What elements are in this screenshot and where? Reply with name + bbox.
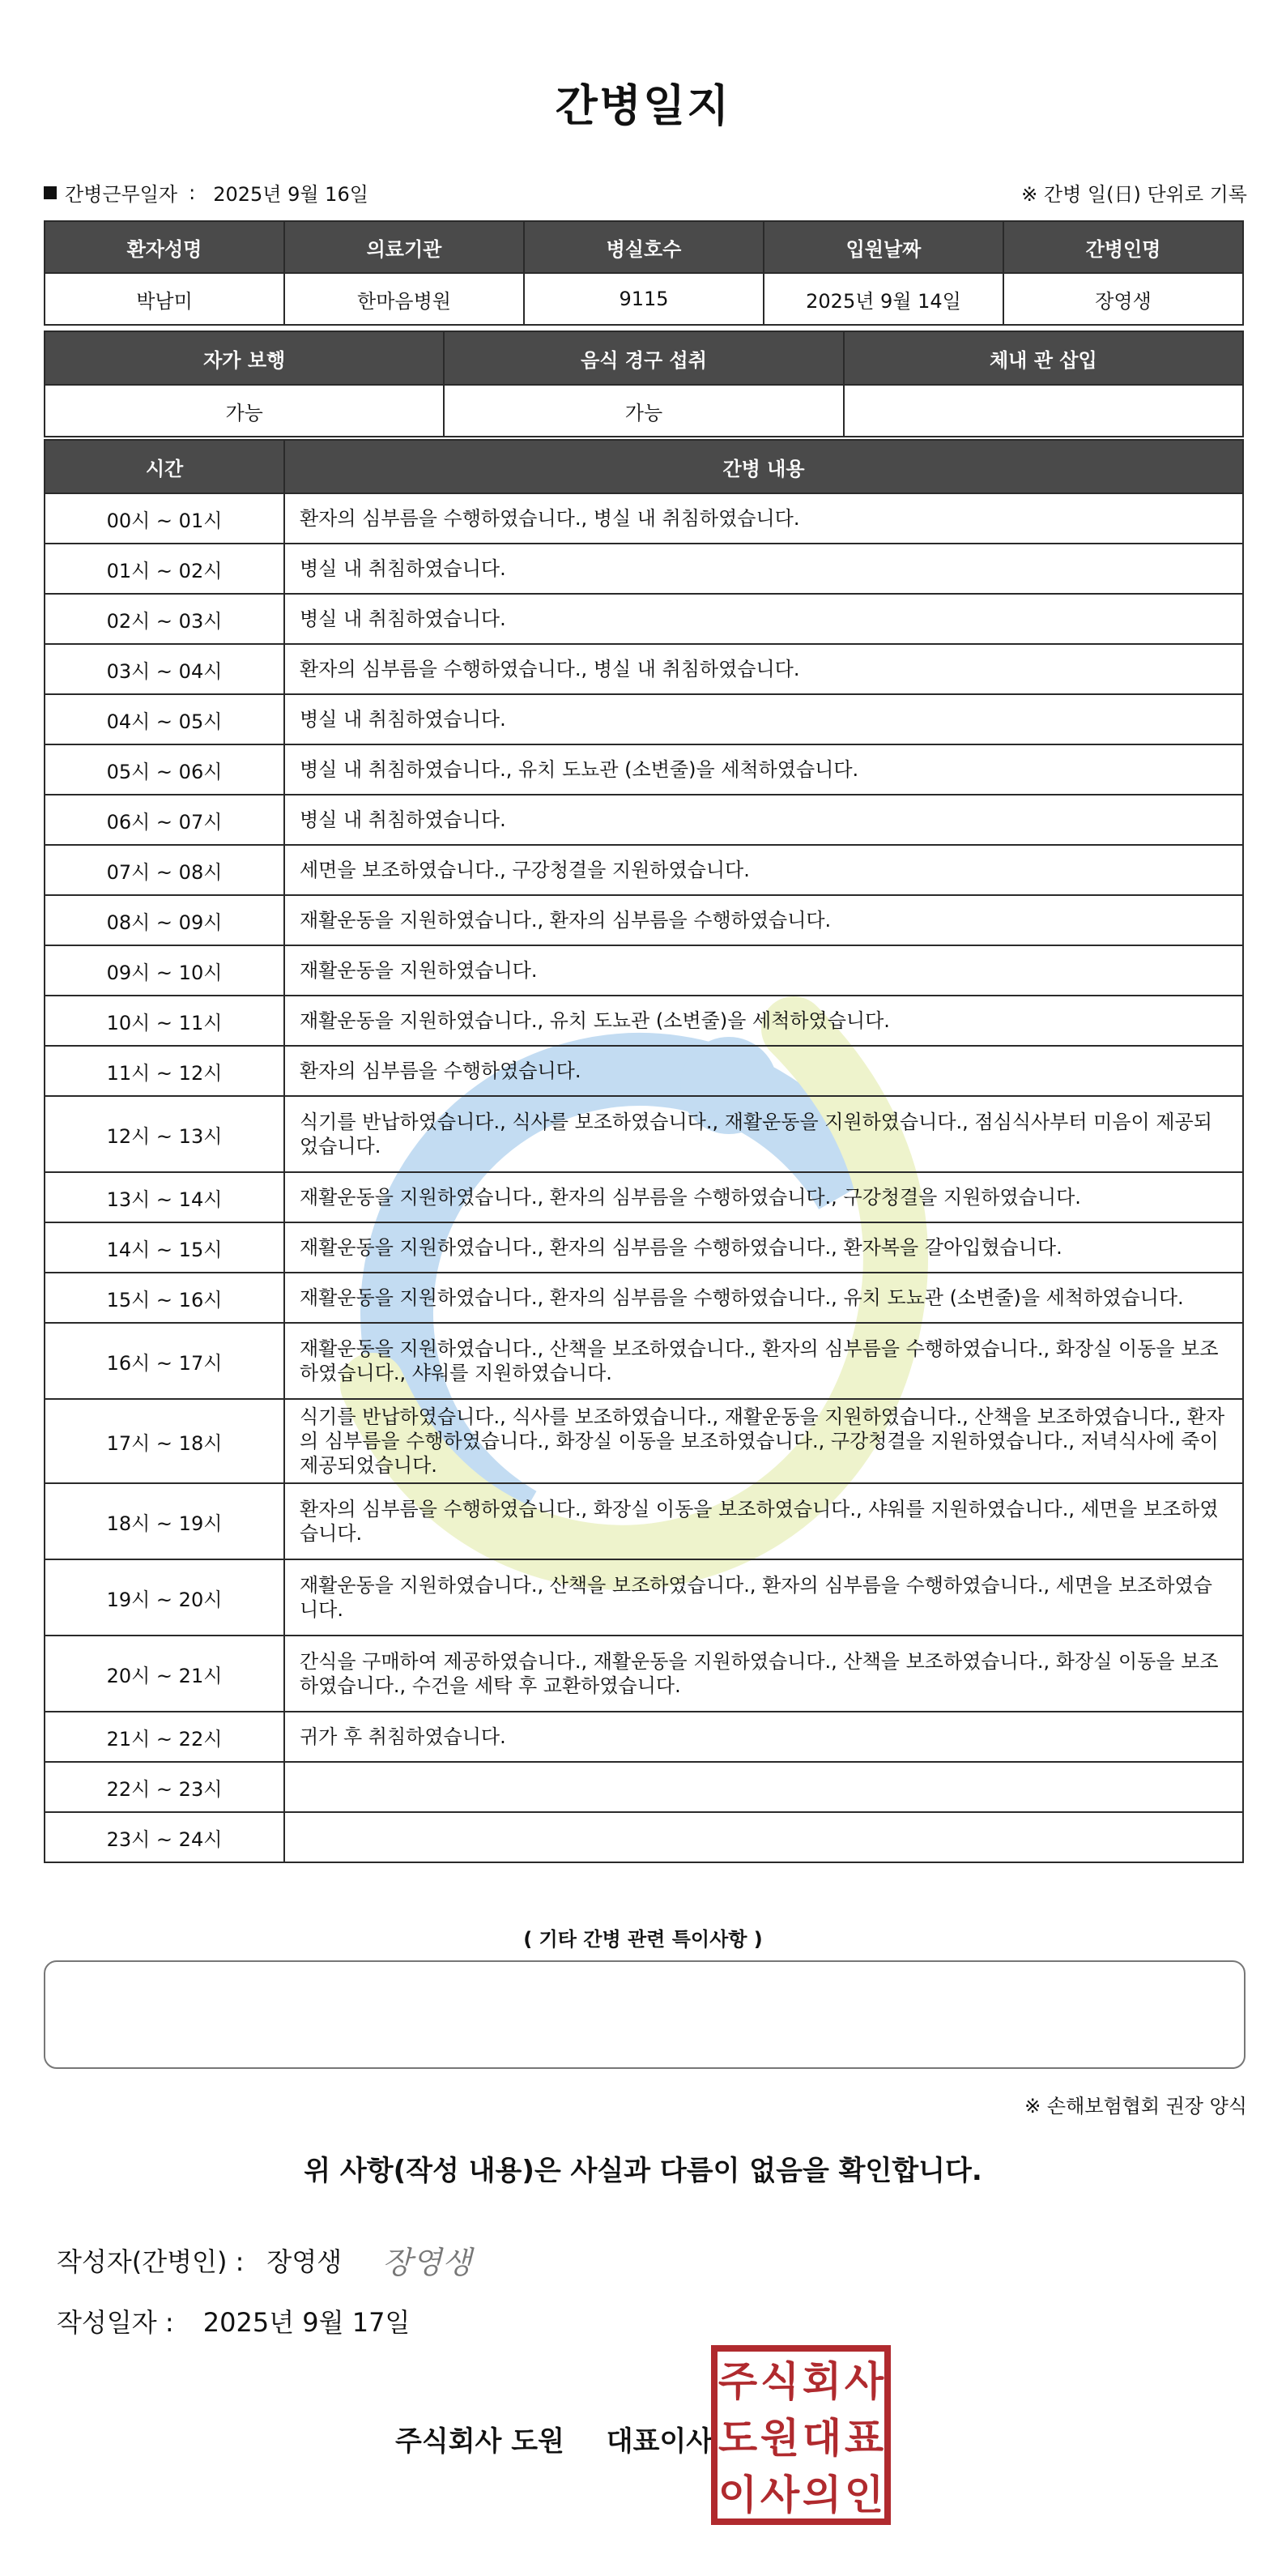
header-oral-intake: 음식 경구 섭취 <box>444 331 843 385</box>
log-content: 병실 내 취침하였습니다. <box>284 694 1243 744</box>
log-time: 19시 ~ 20시 <box>45 1559 284 1636</box>
log-time: 05시 ~ 06시 <box>45 744 284 795</box>
log-time: 21시 ~ 22시 <box>45 1712 284 1762</box>
work-date-separator: : <box>189 181 196 204</box>
header-caregiver-name: 간병인명 <box>1003 221 1243 273</box>
log-time: 07시 ~ 08시 <box>45 845 284 895</box>
room-number: 9115 <box>524 273 764 325</box>
svg-text:사: 사 <box>760 2472 800 2518</box>
work-date <box>44 178 368 207</box>
log-row <box>45 694 1243 744</box>
log-time: 08시 ~ 09시 <box>45 895 284 945</box>
log-row <box>45 845 1243 895</box>
svg-text:대: 대 <box>802 2415 842 2462</box>
log-row <box>45 1096 1243 1172</box>
log-content: 식기를 반납하였습니다., 식사를 보조하였습니다., 재활운동을 지원하였습니다., 점심식사부터 미음이 제공되었습니다. <box>284 1096 1243 1172</box>
condition-header-row <box>45 331 1243 385</box>
condition-value-row <box>45 385 1243 437</box>
log-content: 세면을 보조하였습니다., 구강청결을 지원하였습니다. <box>284 845 1243 895</box>
log-row <box>45 1273 1243 1323</box>
log-row <box>45 1712 1243 1762</box>
log-time: 18시 ~ 19시 <box>45 1483 284 1559</box>
log-time: 15시 ~ 16시 <box>45 1273 284 1323</box>
company-role: 대표이사 <box>606 2425 713 2458</box>
log-content: 재활운동을 지원하였습니다., 유치 도뇨관 (소변줄)을 세척하였습니다. <box>284 996 1243 1046</box>
record-unit-note: ※ 간병 일(日) 단위로 기록 <box>1021 183 1247 206</box>
log-content: 재활운동을 지원하였습니다., 환자의 심부름을 수행하였습니다., 구강청결을 지원하였습니다. <box>284 1172 1243 1222</box>
log-content: 간식을 구매하여 제공하였습니다., 재활운동을 지원하였습니다., 산책을 보조하였습니다., 화장실 이동을 보조하였습니다., 수건을 세탁 후 교환하였습니다. <box>284 1636 1243 1712</box>
log-content: 환자의 심부름을 수행하였습니다., 병실 내 취침하였습니다. <box>284 644 1243 694</box>
log-content: 재활운동을 지원하였습니다. <box>284 945 1243 996</box>
svg-text:표: 표 <box>844 2415 884 2462</box>
self-walking: 가능 <box>45 385 444 437</box>
header-care-content: 간병 내용 <box>284 440 1243 493</box>
log-row <box>45 1812 1243 1862</box>
author-name: 장영생 <box>266 2245 343 2277</box>
svg-text:사: 사 <box>844 2358 884 2405</box>
header-hospital: 의료기관 <box>284 221 524 273</box>
info-header-row <box>45 221 1243 273</box>
log-time: 13시 ~ 14시 <box>45 1172 284 1222</box>
log-row <box>45 1762 1243 1812</box>
svg-text:회: 회 <box>802 2358 842 2405</box>
log-row <box>45 996 1243 1046</box>
info-value-row <box>45 273 1243 325</box>
log-row <box>45 1399 1243 1483</box>
company-seal-icon <box>711 2345 891 2525</box>
log-header-row <box>45 440 1243 493</box>
log-row <box>45 544 1243 594</box>
header-self-walking: 자가 보행 <box>45 331 444 385</box>
tube-insertion <box>844 385 1243 437</box>
log-time: 20시 ~ 21시 <box>45 1636 284 1712</box>
insurer-form-note: ※ 손해보험협회 권장 양식 <box>1024 2095 1247 2118</box>
log-content: 환자의 심부름을 수행하였습니다. <box>284 1046 1243 1096</box>
log-row <box>45 1559 1243 1636</box>
log-row <box>45 744 1243 795</box>
author-line <box>57 2237 471 2282</box>
written-date-value: 2025년 9월 17일 <box>202 2307 411 2338</box>
page-title: 간병일지 <box>555 80 731 131</box>
oral-intake: 가능 <box>444 385 843 437</box>
work-date-label: 간병근무일자 <box>65 183 178 206</box>
svg-text:원: 원 <box>760 2415 800 2462</box>
log-row <box>45 895 1243 945</box>
log-row <box>45 1636 1243 1712</box>
log-time: 17시 ~ 18시 <box>45 1399 284 1483</box>
confirmation-statement: 위 사항(작성 내용)은 사실과 다름이 없음을 확인합니다. <box>304 2155 982 2187</box>
log-row <box>45 1323 1243 1399</box>
log-content: 병실 내 취침하였습니다., 유치 도뇨관 (소변줄)을 세척하였습니다. <box>284 744 1243 795</box>
log-row <box>45 1172 1243 1222</box>
log-content: 재활운동을 지원하였습니다., 환자의 심부름을 수행하였습니다., 유치 도뇨관 (소변줄)을 세척하였습니다. <box>284 1273 1243 1323</box>
header-room-number: 병실호수 <box>524 221 764 273</box>
log-row <box>45 945 1243 996</box>
log-time: 10시 ~ 11시 <box>45 996 284 1046</box>
bullet-square-icon <box>44 186 57 199</box>
log-time: 12시 ~ 13시 <box>45 1096 284 1172</box>
svg-text:의: 의 <box>802 2472 842 2518</box>
company-name: 주식회사 도원 <box>395 2425 564 2458</box>
log-content: 식기를 반납하였습니다., 식사를 보조하였습니다., 재활운동을 지원하였습니다., 산책을 보조하였습니다., 환자의 심부름을 수행하였습니다., 화장실 이동을 보조하였습니다., 구강청결을 지원하였습니다., 저녁식사에 죽이 제공되었습니다. <box>284 1399 1243 1483</box>
log-time: 14시 ~ 15시 <box>45 1222 284 1273</box>
work-date-value: 2025년 9월 16일 <box>213 183 368 206</box>
log-row <box>45 594 1243 644</box>
log-body <box>45 493 1243 1862</box>
author-label: 작성자(간병인) : <box>57 2245 245 2277</box>
svg-text:식: 식 <box>760 2358 800 2405</box>
log-content: 재활운동을 지원하였습니다., 환자의 심부름을 수행하였습니다. <box>284 895 1243 945</box>
log-content: 재활운동을 지원하였습니다., 산책을 보조하였습니다., 환자의 심부름을 수행하였습니다., 화장실 이동을 보조하였습니다., 샤워를 지원하였습니다. <box>284 1323 1243 1399</box>
caregiver-name: 장영생 <box>1003 273 1243 325</box>
header-tube-insertion: 체내 관 삽입 <box>844 331 1243 385</box>
written-date-label: 작성일자 : <box>57 2307 174 2338</box>
log-row <box>45 493 1243 544</box>
svg-text:이: 이 <box>718 2472 758 2518</box>
log-row <box>45 795 1243 845</box>
svg-text:도: 도 <box>718 2415 758 2462</box>
log-content <box>284 1762 1243 1812</box>
log-content <box>284 1812 1243 1862</box>
log-row <box>45 1222 1243 1273</box>
special-notes-box <box>44 1960 1246 2069</box>
notes-label: ( 기타 간병 관련 특이사항 ) <box>523 1928 763 1951</box>
company-line <box>395 2419 713 2459</box>
log-time: 16시 ~ 17시 <box>45 1323 284 1399</box>
log-row <box>45 1483 1243 1559</box>
log-time: 11시 ~ 12시 <box>45 1046 284 1096</box>
log-time: 00시 ~ 01시 <box>45 493 284 544</box>
log-time: 04시 ~ 05시 <box>45 694 284 744</box>
log-time: 22시 ~ 23시 <box>45 1762 284 1812</box>
log-time: 03시 ~ 04시 <box>45 644 284 694</box>
written-date-line <box>57 2302 410 2339</box>
patient-name: 박남미 <box>45 273 284 325</box>
hospital: 한마음병원 <box>284 273 524 325</box>
log-content: 재활운동을 지원하였습니다., 산책을 보조하였습니다., 환자의 심부름을 수행하였습니다., 세면을 보조하였습니다. <box>284 1559 1243 1636</box>
log-time: 23시 ~ 24시 <box>45 1812 284 1862</box>
log-row <box>45 644 1243 694</box>
header-time: 시간 <box>45 440 284 493</box>
log-time: 06시 ~ 07시 <box>45 795 284 845</box>
svg-text:주: 주 <box>718 2358 758 2405</box>
log-content: 병실 내 취침하였습니다. <box>284 795 1243 845</box>
log-content: 병실 내 취침하였습니다. <box>284 544 1243 594</box>
log-content: 환자의 심부름을 수행하였습니다., 화장실 이동을 보조하였습니다., 샤워를 지원하였습니다., 세면을 보조하였습니다. <box>284 1483 1243 1559</box>
patient-info-table <box>44 220 1244 326</box>
log-time: 09시 ~ 10시 <box>45 945 284 996</box>
admission-date: 2025년 9월 14일 <box>764 273 1003 325</box>
patient-condition-table <box>44 331 1244 437</box>
log-content: 병실 내 취침하였습니다. <box>284 594 1243 644</box>
log-time: 02시 ~ 03시 <box>45 594 284 644</box>
log-content: 귀가 후 취침하였습니다. <box>284 1712 1243 1762</box>
log-content: 재활운동을 지원하였습니다., 환자의 심부름을 수행하였습니다., 환자복을 갈아입혔습니다. <box>284 1222 1243 1273</box>
svg-text:인: 인 <box>844 2472 884 2518</box>
log-content: 환자의 심부름을 수행하였습니다., 병실 내 취침하였습니다. <box>284 493 1243 544</box>
log-time: 01시 ~ 02시 <box>45 544 284 594</box>
header-patient-name: 환자성명 <box>45 221 284 273</box>
hourly-care-log-table <box>44 439 1244 1863</box>
log-row <box>45 1046 1243 1096</box>
author-signature: 장영생 <box>382 2245 472 2280</box>
header-admission-date: 입원날짜 <box>764 221 1003 273</box>
